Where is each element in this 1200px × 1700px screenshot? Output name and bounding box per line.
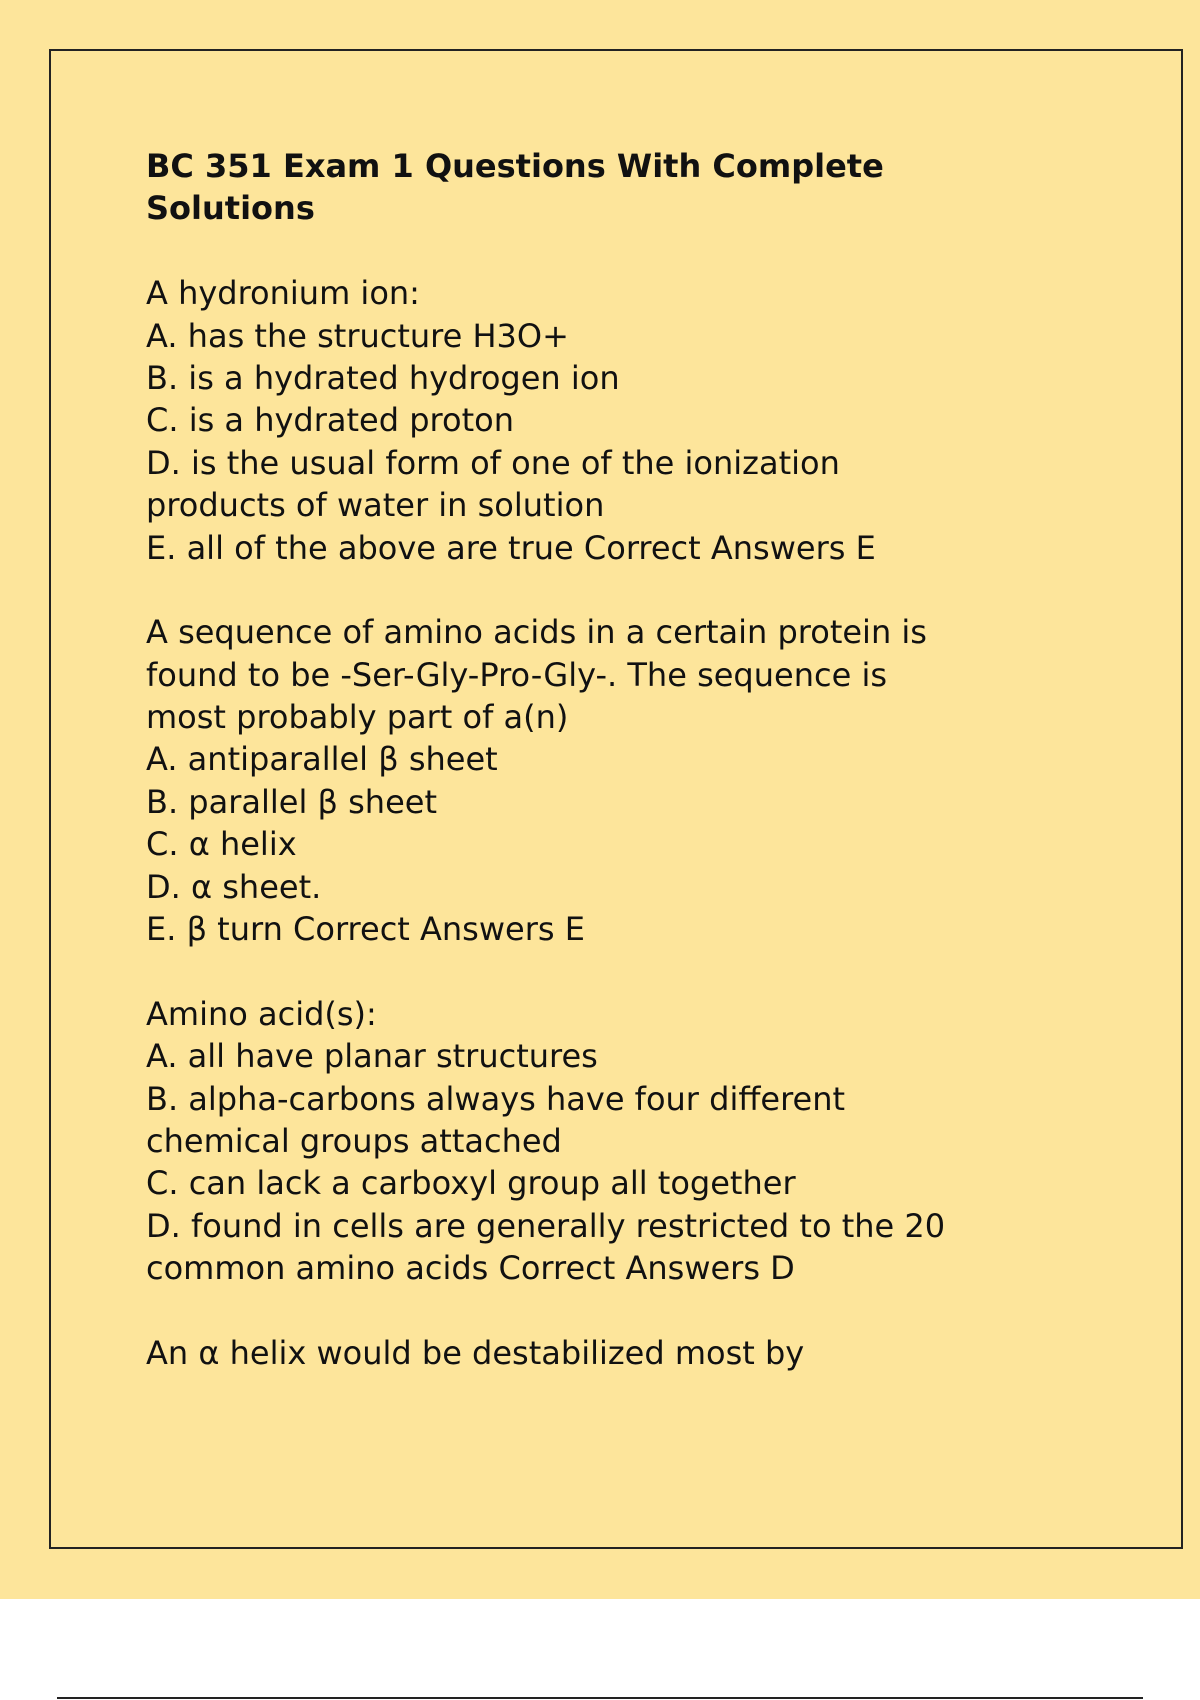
question-line: D. α sheet. [146,867,322,906]
question-block [146,272,1146,569]
question-text: A hydronium ion: [146,274,420,313]
question-line: D. is the usual form of one of the ionization [146,443,840,482]
question-text: A sequence of amino acids in a certain protein is [146,613,927,652]
question-line: found to be -Ser-Gly-Pro-Gly-. The sequence is [146,655,887,694]
question-spacer [146,1290,1146,1332]
question-line: A. has the structure H3O+ [146,316,569,355]
document-content [146,145,1146,1374]
question-block [146,1332,1146,1374]
question-spacer [146,230,1146,272]
question-line: C. can lack a carboxyl group all together [146,1164,796,1203]
question-line: D. found in cells are generally restricted to the 20 [146,1206,946,1245]
page-divider [57,1697,1143,1699]
question-line: chemical groups attached [146,1121,562,1160]
question-line: A. all have planar structures [146,1037,598,1076]
question-text: An α helix would be destabilized most by [146,1333,805,1372]
question-line: products of water in solution [146,486,605,525]
question-spacer [146,569,1146,611]
document-title-line-2: Solutions [146,189,315,228]
question-spacer [146,950,1146,992]
question-block [146,611,1146,950]
document-title-line-1: BC 351 Exam 1 Questions With Complete [146,147,884,185]
question-line: common amino acids Correct Answers D [146,1249,795,1288]
question-line: B. alpha-carbons always have four different [146,1079,846,1118]
question-line: E. all of the above are true Correct Answers E [146,528,876,567]
question-line: most probably part of a(n) [146,698,569,737]
question-line: B. is a hydrated hydrogen ion [146,358,620,397]
question-line: C. is a hydrated proton [146,401,514,440]
question-line: A. antiparallel β sheet [146,740,498,779]
question-line: E. β turn Correct Answers E [146,910,585,949]
question-line: B. parallel β sheet [146,782,437,821]
question-text: Amino acid(s): [146,994,377,1033]
questions-list [146,230,1146,1375]
question-block [146,993,1146,1290]
question-line: C. α helix [146,825,297,864]
